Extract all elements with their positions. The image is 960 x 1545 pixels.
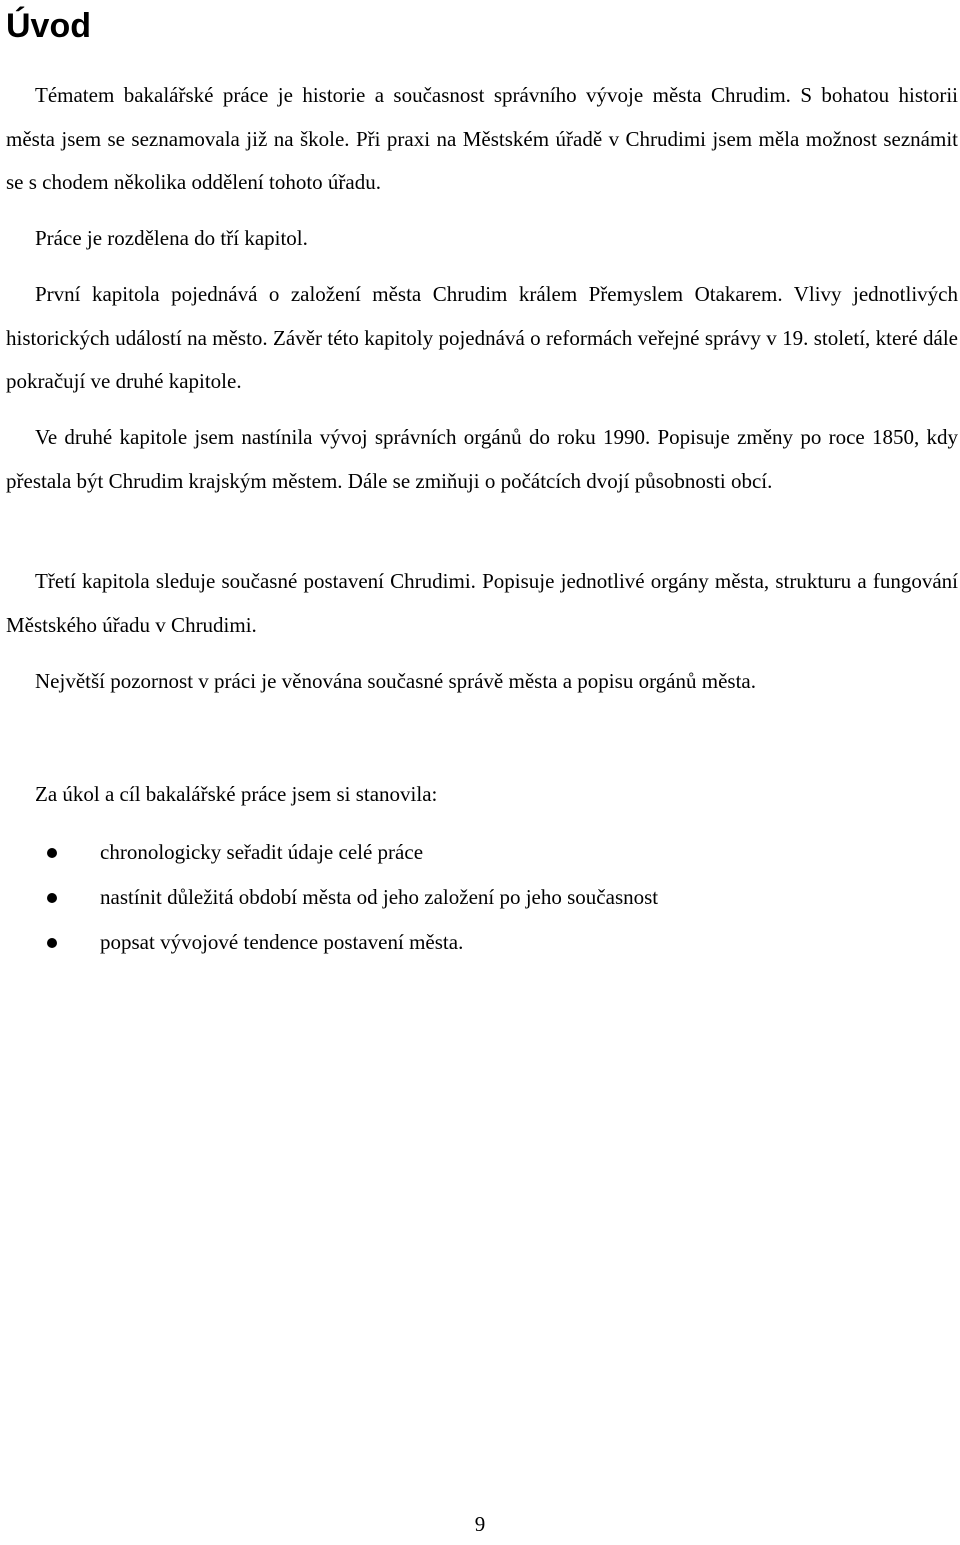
list-item-text: chronologicky seřadit údaje celé práce — [100, 840, 424, 864]
list-item — [6, 920, 658, 965]
goals-heading: Za úkol a cíl bakalářské práce jsem si stanovila: — [35, 782, 438, 806]
bullet-icon — [47, 848, 57, 858]
list-item-text: nastínit důležitá období města od jeho založení po jeho současnost — [100, 885, 659, 909]
list-item — [6, 830, 658, 875]
page-number: 9 — [474, 1512, 486, 1536]
goals-list — [6, 830, 658, 965]
list-item — [6, 875, 658, 920]
bullet-icon — [47, 938, 57, 948]
intro-paragraph: Tématem bakalářské práce je historie a současnost správního vývoje města Chrudim. S bohatou historii města jsem se seznamovala již na škole. Při praxi na Městském úřadě v Chrudimi jsem měla možnost seznámit se s chodem několika oddělení tohoto úřadu. — [6, 83, 958, 194]
list-item-text: popsat vývojové tendence postavení města. — [100, 930, 464, 954]
bullet-icon — [47, 893, 57, 903]
structure-paragraph: Práce je rozdělena do tří kapitol. — [35, 226, 308, 250]
chapter-heading: Úvod — [6, 7, 91, 45]
focus-paragraph: Největší pozornost v práci je věnována současné správě města a popisu orgánů města. — [35, 669, 756, 693]
chapter-three-paragraph: Třetí kapitola sleduje současné postavení Chrudimi. Popisuje jednotlivé orgány města, strukturu a fungování Městského úřadu v Chrudimi. — [6, 569, 958, 637]
chapter-two-paragraph: Ve druhé kapitole jsem nastínila vývoj správních orgánů do roku 1990. Popisuje změny po roce 1850, kdy přestala být Chrudim krajským městem. Dále se zmiňuji o počátcích dvojí působnosti obcí. — [6, 425, 958, 493]
chapter-one-paragraph: První kapitola pojednává o založení města Chrudim králem Přemyslem Otakarem. Vlivy jednotlivých historických událostí na město. Závěr této kapitoly pojednává o reformách veřejné správy v 19. století, které dále pokračují ve druhé kapitole. — [6, 282, 958, 393]
